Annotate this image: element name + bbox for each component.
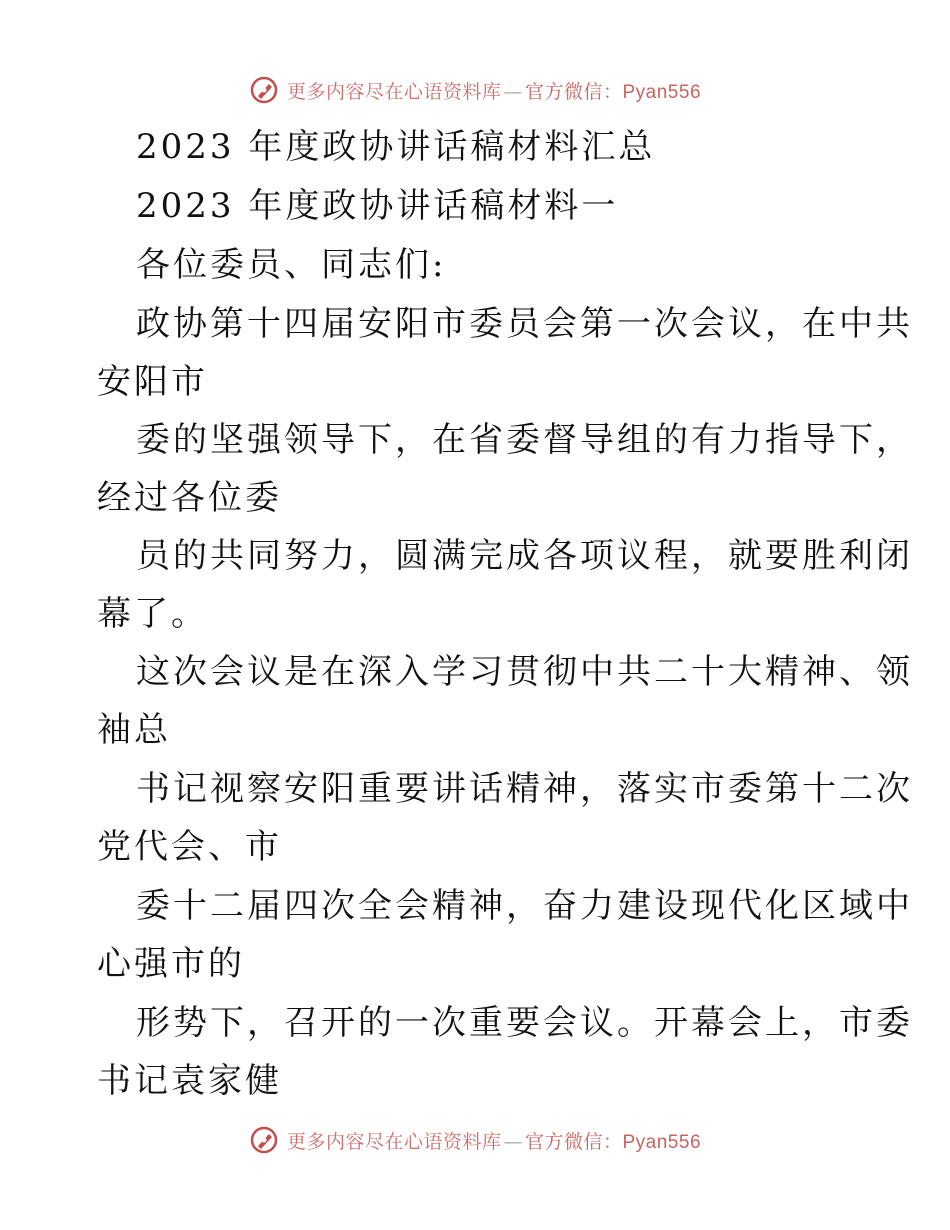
pen-circle-logo-icon — [249, 1125, 279, 1155]
paragraph-line: 安阳市 — [97, 362, 208, 402]
document-title: 2023 年度政协讲话稿材料汇总 — [136, 127, 656, 167]
watermark-official: 官方微信： — [524, 1130, 623, 1153]
paragraph-line: 心强市的 — [97, 944, 245, 984]
footer-watermark — [0, 1120, 950, 1160]
paragraph-line: 书记袁家健 — [97, 1061, 282, 1101]
paragraph-line: 经过各位委 — [97, 478, 282, 518]
paragraph-line: 党代会、市 — [97, 827, 282, 867]
paragraph-line: 这次会议是在深入学习贯彻中共二十大精神、领 — [136, 652, 913, 692]
watermark-wechat-id: Pyan556 — [622, 81, 702, 103]
watermark-official: 官方微信： — [524, 80, 623, 103]
watermark-dash: — — [503, 80, 523, 103]
paragraph-line: 委的坚强领导下，在省委督导组的有力指导下， — [136, 420, 913, 460]
salutation: 各位委员、同志们: — [136, 245, 447, 285]
watermark-wechat-id: Pyan556 — [622, 1131, 702, 1153]
watermark-brand: 更多内容尽在心语资料库 — [286, 1130, 502, 1153]
paragraph-line: 幕了。 — [97, 594, 208, 634]
paragraph-line: 形势下，召开的一次重要会议。开幕会上，市委 — [136, 1003, 913, 1043]
paragraph-line: 袖总 — [97, 710, 171, 750]
document-subtitle: 2023 年度政协讲话稿材料一 — [136, 186, 619, 226]
watermark-dash: — — [503, 1130, 523, 1153]
paragraph-line: 委十二届四次全会精神，奋力建设现代化区域中 — [136, 886, 913, 926]
watermark-brand: 更多内容尽在心语资料库 — [286, 80, 502, 103]
watermark-text — [287, 1127, 701, 1154]
paragraph-line: 书记视察安阳重要讲话精神，落实市委第十二次 — [136, 769, 913, 809]
paragraph-line: 员的共同努力，圆满完成各项议程，就要胜利闭 — [136, 536, 913, 576]
paragraph-line: 政协第十四届安阳市委员会第一次会议，在中共 — [136, 304, 913, 344]
